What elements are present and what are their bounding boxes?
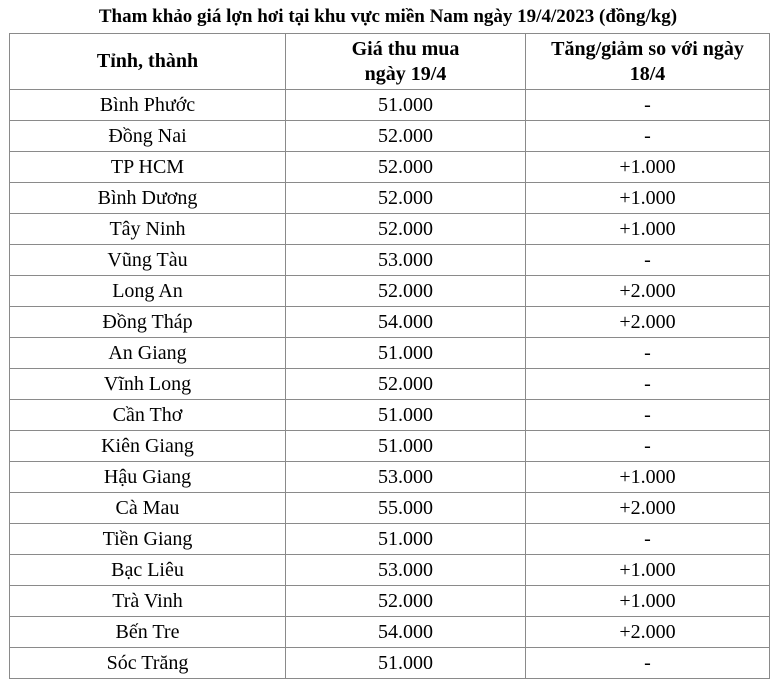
header-row	[10, 34, 770, 90]
cell-province: Đồng Tháp	[10, 307, 286, 338]
cell-price: 52.000	[286, 369, 526, 400]
cell-price: 53.000	[286, 555, 526, 586]
cell-province: TP HCM	[10, 152, 286, 183]
table-row	[10, 555, 770, 586]
table-row	[10, 214, 770, 245]
header-province-label: Tỉnh, thành	[96, 50, 199, 72]
table-row	[10, 121, 770, 152]
cell-province: Đồng Nai	[10, 121, 286, 152]
cell-change: -	[526, 121, 770, 152]
table-row	[10, 90, 770, 121]
table-row	[10, 462, 770, 493]
cell-change: +2.000	[526, 307, 770, 338]
table-row	[10, 369, 770, 400]
cell-price: 54.000	[286, 307, 526, 338]
table-row	[10, 493, 770, 524]
table-row	[10, 307, 770, 338]
table-row	[10, 245, 770, 276]
cell-change: -	[526, 245, 770, 276]
header-change-line2: 18/4	[629, 62, 666, 85]
table-row	[10, 276, 770, 307]
cell-province: Bạc Liêu	[10, 555, 286, 586]
cell-province: Cần Thơ	[10, 400, 286, 431]
cell-price: 51.000	[286, 648, 526, 679]
table-row	[10, 617, 770, 648]
header-province	[10, 34, 286, 90]
cell-price: 52.000	[286, 214, 526, 245]
header-price-line1: Giá thu mua	[351, 37, 460, 60]
cell-price: 52.000	[286, 276, 526, 307]
cell-price: 52.000	[286, 586, 526, 617]
cell-province: Cà Mau	[10, 493, 286, 524]
cell-province: Bến Tre	[10, 617, 286, 648]
table-row	[10, 524, 770, 555]
cell-price: 52.000	[286, 152, 526, 183]
cell-province: Vũng Tàu	[10, 245, 286, 276]
table-body	[10, 90, 770, 679]
cell-change: +2.000	[526, 617, 770, 648]
cell-change: +1.000	[526, 183, 770, 214]
cell-province: An Giang	[10, 338, 286, 369]
cell-province: Vĩnh Long	[10, 369, 286, 400]
cell-province: Sóc Trăng	[10, 648, 286, 679]
cell-price: 53.000	[286, 462, 526, 493]
table-row	[10, 586, 770, 617]
cell-change: +1.000	[526, 586, 770, 617]
cell-change: +2.000	[526, 493, 770, 524]
header-change	[526, 34, 770, 90]
table-row	[10, 400, 770, 431]
table-row	[10, 431, 770, 462]
cell-province: Bình Phước	[10, 90, 286, 121]
cell-change: +1.000	[526, 214, 770, 245]
cell-price: 51.000	[286, 338, 526, 369]
table-row	[10, 152, 770, 183]
table-row	[10, 648, 770, 679]
cell-province: Hậu Giang	[10, 462, 286, 493]
cell-province: Kiên Giang	[10, 431, 286, 462]
cell-change: +1.000	[526, 555, 770, 586]
cell-price: 54.000	[286, 617, 526, 648]
cell-change: -	[526, 90, 770, 121]
header-price-line2: ngày 19/4	[364, 62, 447, 85]
cell-price: 51.000	[286, 90, 526, 121]
page-title: Tham khảo giá lợn hơi tại khu vực miền Nam ngày 19/4/2023 (đồng/kg)	[98, 6, 678, 27]
cell-price: 51.000	[286, 431, 526, 462]
header-price	[286, 34, 526, 90]
cell-price: 55.000	[286, 493, 526, 524]
cell-change: -	[526, 338, 770, 369]
header-change-line1: Tăng/giảm so với ngày	[551, 37, 744, 60]
cell-province: Trà Vinh	[10, 586, 286, 617]
cell-price: 52.000	[286, 183, 526, 214]
cell-change: +2.000	[526, 276, 770, 307]
cell-change: -	[526, 648, 770, 679]
cell-change: +1.000	[526, 462, 770, 493]
table-row	[10, 183, 770, 214]
cell-price: 51.000	[286, 524, 526, 555]
cell-province: Bình Dương	[10, 183, 286, 214]
price-table	[9, 33, 770, 679]
cell-province: Tiền Giang	[10, 524, 286, 555]
cell-price: 53.000	[286, 245, 526, 276]
cell-change: -	[526, 369, 770, 400]
cell-province: Tây Ninh	[10, 214, 286, 245]
cell-price: 52.000	[286, 121, 526, 152]
cell-change: +1.000	[526, 152, 770, 183]
table-row	[10, 338, 770, 369]
cell-change: -	[526, 400, 770, 431]
cell-change: -	[526, 524, 770, 555]
cell-province: Long An	[10, 276, 286, 307]
cell-change: -	[526, 431, 770, 462]
cell-price: 51.000	[286, 400, 526, 431]
